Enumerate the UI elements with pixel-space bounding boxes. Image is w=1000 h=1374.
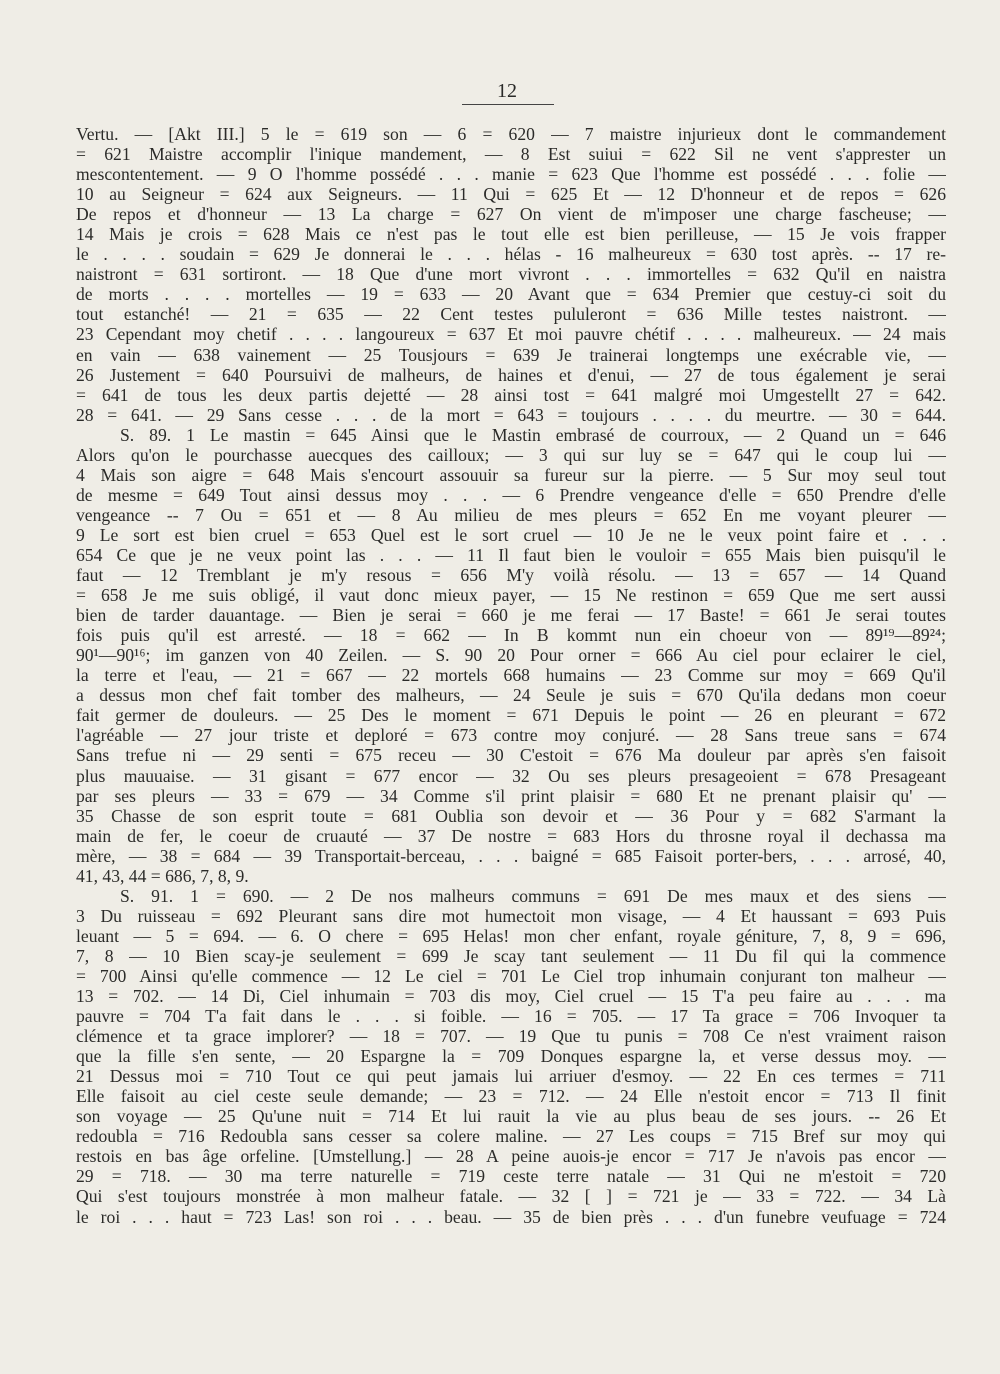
text-line: 10 au Seigneur = 624 aux Seigneurs. — 11 Qui = 625 Et — 12 D'honneur et de repos = 626 xyxy=(76,184,946,205)
text-line: en vain — 638 vainement — 25 Tousjours = 639 Je trainerai longtemps une exécrable vie, — xyxy=(76,344,946,365)
text-line: Elle faisoit au ciel ceste seule demande; — 23 = 712. — 24 Elle n'estoit encor = 713 Il finit xyxy=(76,1086,946,1107)
page-number: 12 xyxy=(497,80,517,102)
text-line: leuant — 5 = 694. — 6. O chere = 695 Helas! mon cher enfant, royale géniture, 7, 8, 9 = 696, xyxy=(76,925,946,946)
text-line: S. 89. 1 Le mastin = 645 Ainsi que le Mastin embrasé de courroux, — 2 Quand un = 646 xyxy=(120,424,946,445)
text-line: de morts . . . . mortelles — 19 = 633 — 20 Avant que = 634 Premier que cestuy-ci soit du xyxy=(76,284,946,305)
text-line: = 700 Ainsi qu'elle commence — 12 Le ciel = 701 Le Ciel trop inhumain conjurant ton malheur — xyxy=(76,965,946,986)
text-line: vengeance -- 7 Ou = 651 et — 8 Au milieu de mes pleurs = 652 En me voyant pleurer — xyxy=(76,504,946,525)
text-line: restois en bas âge orfeline. [Umstellung.] — 28 A peine auois-je encor = 717 Je n'avois pas encor — xyxy=(76,1146,946,1167)
body-text xyxy=(76,124,946,1227)
text-line: a dessus mon chef fait tomber des malheurs, — 24 Seule je suis = 670 Qu'ila dedans mon coeur xyxy=(76,685,946,706)
text-line: que la fille s'en sente, — 20 Espargne la = 709 Donques espargne la, et verse dessus moy. — xyxy=(76,1046,946,1067)
text-line: le roi . . . haut = 723 Las! son roi . . . beau. — 35 de bien près . . . d'un funebre veufuage = 724 xyxy=(76,1206,946,1227)
text-line: par ses pleurs — 33 = 679 — 34 Comme s'il print plaisir = 680 Et ne prenant plaisir qu' — xyxy=(76,785,946,806)
text-line: naistront = 631 sortiront. — 18 Que d'une mort vivront . . . immortelles = 632 Qu'il en naistra xyxy=(76,264,946,285)
text-line: le . . . . soudain = 629 Je donnerai le . . . hélas - 16 malheureux = 630 tost après. -- 17 re- xyxy=(76,244,946,265)
text-line: 26 Justement = 640 Poursuivi de malheurs, de haines et d'enui, — 27 de tous également je serai xyxy=(76,364,946,385)
page-number-rule xyxy=(462,104,554,105)
text-line: De repos et d'honneur — 13 La charge = 627 On vient de m'imposer une charge fascheuse; — xyxy=(76,204,946,225)
text-line: 35 Chasse de son esprit toute = 681 Oublia son devoir et — 36 Pour y = 682 S'armant la xyxy=(76,805,946,826)
text-line: 28 = 641. — 29 Sans cesse . . . de la mort = 643 = toujours . . . . du meurtre. — 30 = 644. xyxy=(76,404,946,425)
text-line: 13 = 702. — 14 Di, Ciel inhumain = 703 dis moy, Ciel cruel — 15 T'a peu faire au . . . ma xyxy=(76,986,946,1007)
text-line: S. 91. 1 = 690. — 2 De nos malheurs communs = 691 De mes maux et des siens — xyxy=(120,885,946,906)
text-line: Alors qu'on le pourchasse auecques des cailloux; — 3 qui sur luy se = 647 qui le coup lui — xyxy=(76,444,946,465)
text-line: l'agréable — 27 jour triste et deploré = 673 contre moy conjuré. — 28 Sans treue sans = 674 xyxy=(76,725,946,746)
text-line: son voyage — 25 Qu'une nuit = 714 Et lui rauit la vie au plus beau de ses jours. -- 26 Et xyxy=(76,1106,946,1127)
text-line: mescontentement. — 9 O l'homme possédé . . . manie = 623 Que l'homme est possédé . . . folie — xyxy=(76,164,946,185)
text-line: 29 = 718. — 30 ma terre naturelle = 719 ceste terre natale — 31 Qui ne m'estoit = 720 xyxy=(76,1166,946,1187)
text-line: plus mauuaise. — 31 gisant = 677 encor — 32 Ou ses pleurs presageoient = 678 Presageant xyxy=(76,765,946,786)
text-line: 41, 43, 44 = 686, 7, 8, 9. xyxy=(76,865,249,886)
text-line: = 621 Maistre accomplir l'inique mandement, — 8 Est suiui = 622 Sil ne vent s'apprester un xyxy=(76,144,946,165)
text-line: pauvre = 704 T'a fait dans le . . . si foible. — 16 = 705. — 17 Ta grace = 706 Invoquer ta xyxy=(76,1006,946,1027)
text-line: 23 Cependant moy chetif . . . . langoureux = 637 Et moi pauvre chétif . . . . malheureux. — 24 mais xyxy=(76,324,946,345)
text-line: = 641 de tous les deux partis dejetté — 28 ainsi tost = 641 malgré moi Umgestellt 27 = 642. xyxy=(76,384,946,405)
text-line: tout estanché! — 21 = 635 — 22 Cent testes pululeront = 636 Mille testes naistront. — xyxy=(76,304,946,325)
text-line: Vertu. — [Akt III.] 5 le = 619 son — 6 = 620 — 7 maistre injurieux dont le commandement xyxy=(76,124,946,144)
text-line: redoubla = 716 Redoubla sans cesser sa colere maline. — 27 Les coups = 715 Bref sur moy qui xyxy=(76,1126,946,1147)
text-line: bien de tarder dauantage. — Bien je serai = 660 je me ferai — 17 Baste! = 661 Je serai toutes xyxy=(76,605,946,626)
text-line: = 658 Je me suis obligé, il vaut donc mieux payer, — 15 Ne restinon = 659 Que me sert aussi xyxy=(76,585,946,606)
text-line: 21 Dessus moi = 710 Tout ce qui peut jamais lui arriuer d'esmoy. — 22 En ces termes = 711 xyxy=(76,1066,946,1087)
text-line: 9 Le sort est bien cruel = 653 Quel est le sort cruel — 10 Je ne le veux point faire et . . . xyxy=(76,524,946,545)
text-line: Sans trefue ni — 29 senti = 675 receu — 30 C'estoit = 676 Ma douleur par après s'en faisoit xyxy=(76,745,946,766)
text-line: clémence et ta grace implorer? — 18 = 707. — 19 Que tu punis = 708 Ce n'est vraiment raison xyxy=(76,1026,946,1047)
text-line: 90¹—90¹⁶; im ganzen von 40 Zeilen. — S. 90 20 Pour orner = 666 Au ciel pour eclairer le ciel, xyxy=(76,645,946,666)
text-line: main de fer, le coeur de cruauté — 37 De nostre = 683 Hors du throsne royal il dechassa ma xyxy=(76,825,946,846)
text-line: fait germer de douleurs. — 25 Des le moment = 671 Depuis le point — 26 en pleurant = 672 xyxy=(76,705,946,726)
text-line: mère, — 38 = 684 — 39 Transportait-berceau, . . . baigné = 685 Faisoit porter-bers, . . . arrosé, 40, xyxy=(76,845,946,866)
text-line: la terre et l'eau, — 21 = 667 — 22 mortels 668 humains — 23 Comme sur moy = 669 Qu'il xyxy=(76,665,946,686)
text-line: faut — 12 Tremblant je m'y resous = 656 M'y voilà résolu. — 13 = 657 — 14 Quand xyxy=(76,565,946,586)
text-line: 7, 8 — 10 Bien scay-je seulement = 699 Je scay tant seulement — 11 Du fil qui la commence xyxy=(76,945,946,966)
text-line: 654 Ce que je ne veux point las . . . — 11 Il faut bien le vouloir = 655 Mais bien puisqu'il le xyxy=(76,544,946,565)
text-line: 4 Mais son aigre = 648 Mais s'encourt assouuir sa fureur sur la pierre. — 5 Sur moy seul tout xyxy=(76,464,946,485)
text-line: 3 Du ruisseau = 692 Pleurant sans dire mot humectoit mon visage, — 4 Et haussant = 693 Puis xyxy=(76,905,946,926)
text-line: 14 Mais je crois = 628 Mais ce n'est pas le tout elle est bien perilleuse, — 15 Je vois frapper xyxy=(76,224,946,245)
text-line: Qui s'est toujours monstrée à mon malheur fatale. — 32 [ ] = 721 je — 33 = 722. — 34 Là xyxy=(76,1186,946,1207)
text-line: de mesme = 649 Tout ainsi dessus moy . . . — 6 Prendre vengeance d'elle = 650 Prendre d'elle xyxy=(76,484,946,505)
text-line: fois puis qu'il est arresté. — 18 = 662 — In B kommt nun ein choeur von — 89¹⁹—89²⁴; xyxy=(76,625,946,646)
